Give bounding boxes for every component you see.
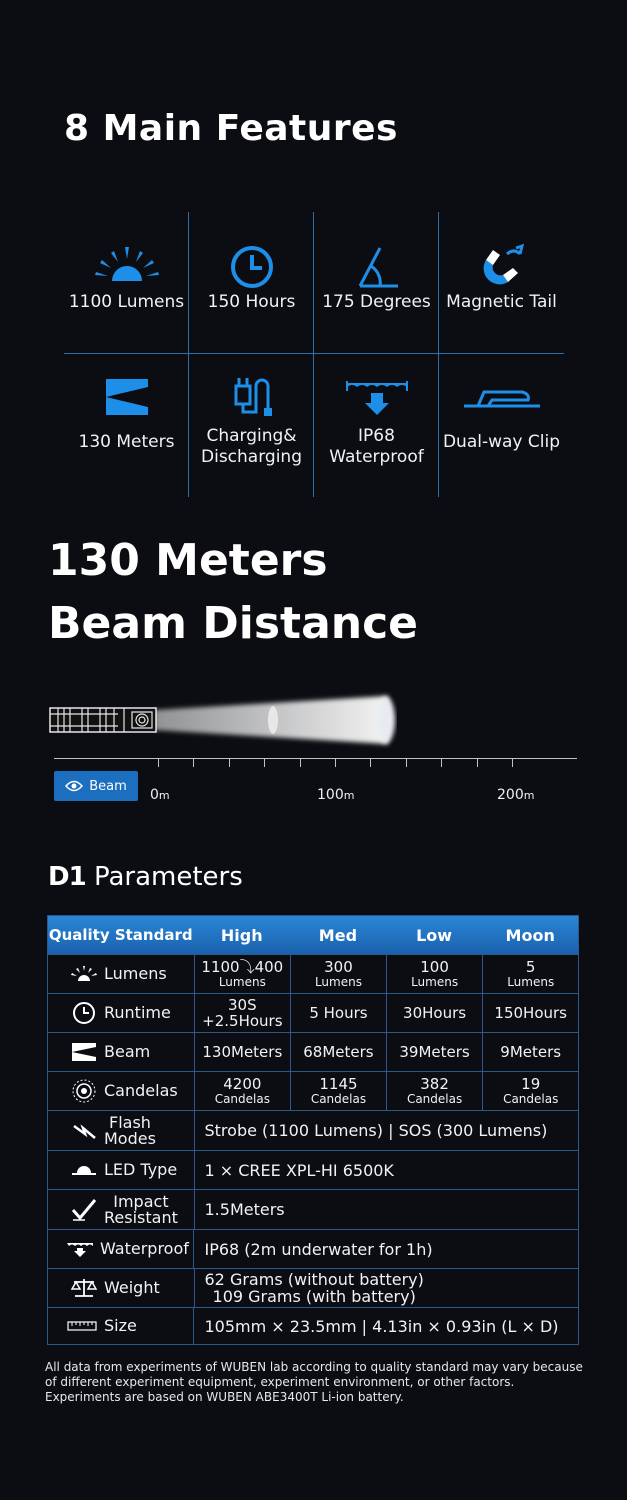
led-icon <box>70 1159 98 1181</box>
table-cell <box>386 1033 483 1071</box>
row-label: Candelas <box>104 1081 178 1100</box>
row-label: Impact Resistant <box>104 1191 178 1227</box>
row-label-cell <box>48 994 194 1032</box>
table-row <box>48 1150 578 1189</box>
footnote: All data from experiments of WUBEN lab according to quality standard may vary because of different experiment equipment, experiment environment, or other factors. Experiments are based on WUBEN ABE3400T Li-ion battery. <box>45 1360 583 1404</box>
cell-value: 9Meters <box>500 1043 562 1061</box>
cell-value: 300 <box>324 958 353 976</box>
header-low: Low <box>416 925 453 945</box>
feature-lumens <box>64 242 189 313</box>
cell-unit: Candelas <box>503 1092 559 1106</box>
row-label: Flash Modes <box>104 1112 156 1148</box>
distance-unit: m <box>343 789 355 802</box>
impact-icon <box>70 1199 98 1221</box>
candela-icon <box>70 1080 98 1102</box>
row-label-cell <box>48 1111 194 1150</box>
table-row <box>48 1189 578 1229</box>
clock-icon <box>189 242 314 292</box>
cell-value: 5 <box>525 958 536 976</box>
table-cell <box>482 994 578 1032</box>
ruler-tick <box>512 759 513 767</box>
cell-value: 39Meters <box>399 1043 470 1061</box>
table-cell <box>194 1072 291 1110</box>
beam-title-line1: 130 Meters <box>48 535 328 586</box>
beam-button[interactable] <box>54 771 138 801</box>
table-cell <box>194 955 291 993</box>
feature-clip <box>439 372 564 453</box>
beam-button-label: Beam <box>89 778 127 794</box>
row-label: Lumens <box>104 964 167 983</box>
distance-mark-0 <box>150 787 170 803</box>
cell-value: 68Meters <box>303 1043 374 1061</box>
table-cell <box>482 1072 578 1110</box>
table-cell <box>194 1033 291 1071</box>
ruler-tick <box>406 759 407 767</box>
feature-label: Charging& Discharging <box>201 426 302 467</box>
table-cell <box>386 994 483 1032</box>
header-moon: Moon <box>505 925 555 945</box>
table-row <box>48 1071 578 1110</box>
header-high: High <box>220 925 263 945</box>
table-header <box>48 916 578 954</box>
feature-label: Magnetic Tail <box>446 292 557 312</box>
cell-value: 130Meters <box>202 1043 283 1061</box>
table-row <box>48 1268 578 1307</box>
table-cell <box>194 994 291 1032</box>
row-label-cell <box>48 955 194 993</box>
row-label: Waterproof <box>100 1239 189 1258</box>
eye-icon <box>65 780 83 792</box>
ruler-tick <box>193 759 194 767</box>
table-row <box>48 954 578 993</box>
cell-value: 1100⤵400 <box>201 958 284 976</box>
table-row <box>48 1307 578 1344</box>
table-cell: 1.5Meters <box>194 1190 579 1229</box>
row-label: Beam <box>104 1042 151 1061</box>
table-cell: Strobe (1100 Lumens) | SOS (300 Lumens) <box>194 1111 579 1150</box>
cell-value: 19 <box>521 1075 541 1093</box>
distance-ruler <box>54 758 577 768</box>
ruler-tick <box>158 759 159 767</box>
feature-label: 130 Meters <box>78 432 175 452</box>
distance-value: 200 <box>497 787 524 803</box>
features-title: 8 Main Features <box>64 108 398 149</box>
ruler-tick <box>229 759 230 767</box>
ruler-tick <box>441 759 442 767</box>
parameters-title <box>48 862 243 892</box>
distance-value: 100 <box>317 787 344 803</box>
table-cell: 1 × CREE XPL-HI 6500K <box>194 1151 579 1189</box>
parameters-title-text: Parameters <box>93 862 243 892</box>
charging-cable-icon <box>189 372 314 422</box>
table-row <box>48 1229 578 1268</box>
row-label: LED Type <box>104 1160 178 1179</box>
product-logo: D1 <box>48 862 86 892</box>
row-label-cell <box>48 1230 193 1268</box>
distance-value: 0 <box>150 787 159 803</box>
feature-label: 175 Degrees <box>322 292 431 312</box>
table-row <box>48 1110 578 1150</box>
flashlight-illustration <box>48 690 408 750</box>
cell-value: 150Hours <box>494 1004 567 1022</box>
beam-icon <box>70 1041 98 1063</box>
clock-icon <box>70 1002 98 1024</box>
cell-unit: Candelas <box>406 1092 463 1106</box>
row-label-cell <box>48 1308 193 1344</box>
cell-value: +2.5Hours <box>202 1012 283 1030</box>
magnet-icon <box>439 242 564 292</box>
waterproof-icon <box>66 1238 94 1260</box>
distance-unit: m <box>523 789 535 802</box>
row-label-cell <box>48 1190 194 1229</box>
feature-degrees <box>314 242 439 313</box>
sun-burst-icon <box>64 242 189 292</box>
ruler-tick <box>477 759 478 767</box>
beam-icon <box>64 372 189 422</box>
table-cell <box>290 994 386 1032</box>
clip-icon <box>439 372 564 422</box>
distance-mark-200 <box>497 787 534 803</box>
sun-burst-icon <box>70 963 98 985</box>
cell-value: 30S <box>228 996 257 1014</box>
row-label: Runtime <box>104 1003 171 1022</box>
ruler-tick <box>300 759 301 767</box>
feature-meters <box>64 372 189 453</box>
cell-unit: Candelas <box>214 1092 270 1106</box>
flash-icon <box>70 1120 98 1142</box>
table-cell <box>482 1033 578 1071</box>
cell-value: 4200 <box>223 1075 262 1093</box>
ruler-tick <box>335 759 336 767</box>
table-cell: IP68 (2m underwater for 1h) <box>193 1230 578 1268</box>
table-cell <box>290 955 386 993</box>
cell-unit: Lumens <box>507 975 555 989</box>
row-label-cell <box>48 1033 194 1071</box>
feature-charging <box>189 372 314 468</box>
header-quality-standard: Quality Standard <box>48 926 193 944</box>
table-cell <box>386 955 483 993</box>
cell-unit: Lumens <box>218 975 266 989</box>
cell-value: 100 <box>420 958 449 976</box>
grid-divider <box>64 353 564 354</box>
cell-unit: Lumens <box>314 975 362 989</box>
features-grid <box>64 212 564 497</box>
table-cell <box>482 955 578 993</box>
header-med: Med <box>318 925 358 945</box>
feature-label: Dual-way Clip <box>442 432 561 452</box>
feature-waterproof <box>314 372 439 468</box>
cell-value: 382 <box>420 1075 449 1093</box>
row-label: Size <box>104 1316 137 1335</box>
distance-unit: m <box>158 789 170 802</box>
table-row <box>48 993 578 1032</box>
table-cell <box>386 1072 483 1110</box>
table-cell <box>290 1033 386 1071</box>
cell-value: 5 Hours <box>309 1004 368 1022</box>
row-label: Weight <box>104 1278 160 1297</box>
table-cell <box>290 1072 386 1110</box>
row-label-cell <box>48 1151 194 1189</box>
ruler-tick <box>370 759 371 767</box>
beam-title-line2: Beam Distance <box>48 598 419 649</box>
table-row <box>48 1032 578 1071</box>
feature-label: 1100 Lumens <box>68 292 185 312</box>
parameters-table <box>47 915 579 1345</box>
cell-unit: Lumens <box>411 975 459 989</box>
feature-label: 150 Hours <box>207 292 296 312</box>
table-cell: 105mm × 23.5mm | 4.13in × 0.93in (L × D) <box>193 1308 578 1344</box>
waterproof-icon <box>314 372 439 422</box>
cell-value: 1145 <box>319 1075 358 1093</box>
cell-unit: Candelas <box>310 1092 367 1106</box>
table-cell: 62 Grams (without battery) 109 Grams (with battery) <box>194 1269 579 1307</box>
ruler-tick <box>264 759 265 767</box>
cell-value: 30Hours <box>403 1004 467 1022</box>
row-label-cell <box>48 1269 194 1307</box>
scale-icon <box>70 1277 98 1299</box>
distance-mark-100 <box>317 787 354 803</box>
feature-magnetic <box>439 242 564 313</box>
ruler-icon <box>66 1315 98 1337</box>
feature-label: IP68 Waterproof <box>329 426 424 467</box>
row-label-cell <box>48 1072 194 1110</box>
feature-hours <box>189 242 314 313</box>
angle-icon <box>314 242 439 292</box>
